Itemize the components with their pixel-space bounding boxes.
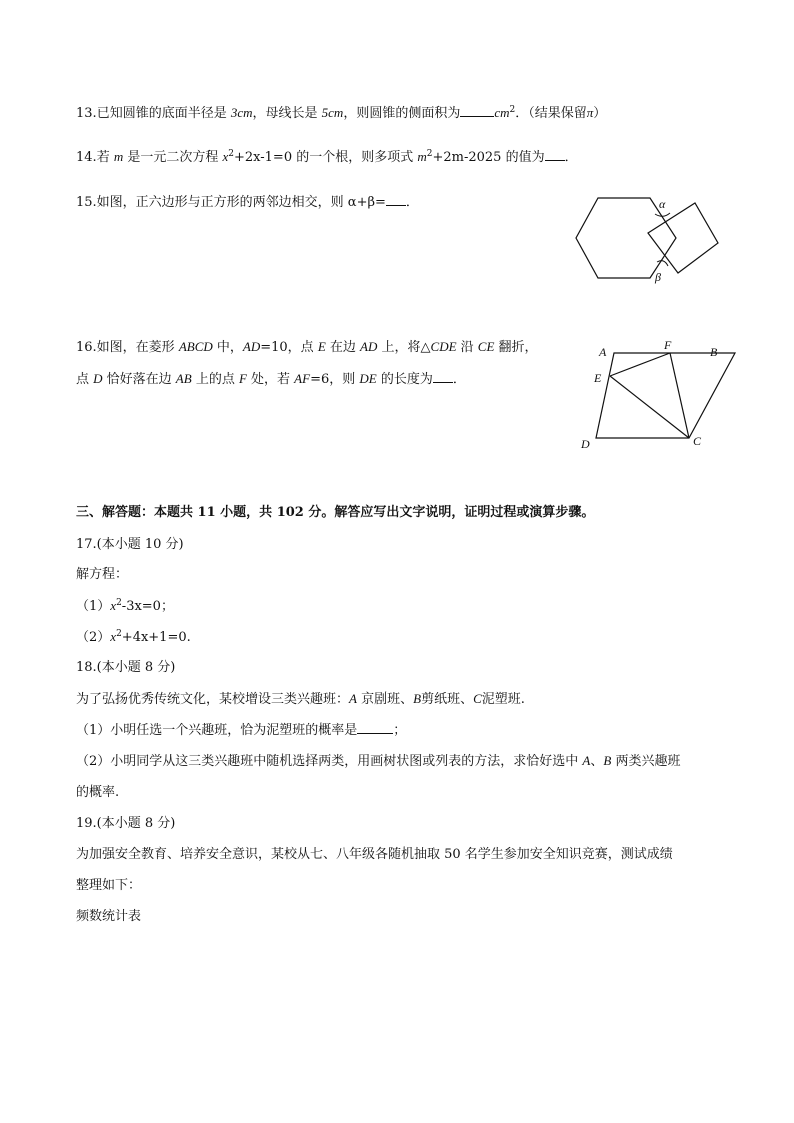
question-17-part-1: $(1)x^2-3x=0$； [76,598,174,614]
label-b: B [710,345,718,359]
label-a: A [599,345,607,359]
question-18-intro: 为了弘扬优秀传统文化，某校增设三类兴趣班：A 京剧班、B剪纸班、C泥塑班. [76,691,525,707]
rhombus-abcd [596,353,735,438]
question-16-line-2: 点 D 恰好落在边 AB 上的点 F 处，若 AF=6，则 DE 的长度为 ． [76,371,466,387]
answer-blank [357,721,393,734]
label-f: F [664,338,672,352]
question-13: 13.已知圆锥的底面半径是 3cm，母线长是 5cm，则圆锥的侧面积为 $cm^2$．（结果保留π） [76,105,607,121]
square [648,203,718,273]
question-18-part-2: （2）小明同学从这三类兴趣班中随机选择两类，用画树状图或列表的方法，求恰好选中 A、B 两类兴趣班 [76,753,681,769]
frequency-table-title: 频数统计表 [76,909,142,924]
angle-alpha-arc [655,213,670,216]
answer-blank [460,104,494,117]
question-number: 13. [76,106,97,121]
label-d: D [581,437,590,451]
rhombus-fold-figure [575,335,735,455]
question-19-line-1: 为加强安全教育、培养安全意识，某校从七、八年级各随机抽取 50 名学生参加安全知识竞赛，测试成绩 [76,847,673,862]
label-e: E [594,371,602,385]
question-17-header: 17.(本小题 10 分) [76,537,184,552]
question-15: 15.如图，正六边形与正方形的两邻边相交，则 α+β= ． [76,195,419,210]
question-18-part-2-line-2: 的概率. [76,785,120,800]
question-17-intro: 解方程： [76,567,129,582]
label-c: C [693,434,702,448]
question-18-part-1: （1）小明任选一个兴趣班，恰为泥塑班的概率是 ； [76,723,407,738]
question-17-part-2: $(2)x^2+4x+1=0$. [76,629,191,645]
answer-blank [545,148,565,161]
question-19-header: 19.(本小题 8 分) [76,816,176,831]
question-14: 14.若 m 是一元二次方程 $x^2+2x-1=0$ 的一个根，则多项式 $m^2+2m-2025$ 的值为 ． [76,149,578,165]
label-alpha: α [659,197,666,211]
segment-ef [610,353,670,376]
answer-blank [433,370,453,383]
section-3-heading: 三、解答题：本题共 11 小题，共 102 分。解答应写出文字说明，证明过程或演算步骤。 [76,505,595,520]
question-19-line-2: 整理如下： [76,878,142,893]
label-beta: β [655,270,661,284]
question-16-line-1: 16.如图，在菱形 ABCD 中，AD=10，点 E 在边 AD 上，将△CDE 沿 CE 翻折， [76,339,538,355]
answer-blank [386,193,406,206]
hexagon-square-figure [570,190,730,290]
question-18-header: 18.(本小题 8 分) [76,660,176,675]
